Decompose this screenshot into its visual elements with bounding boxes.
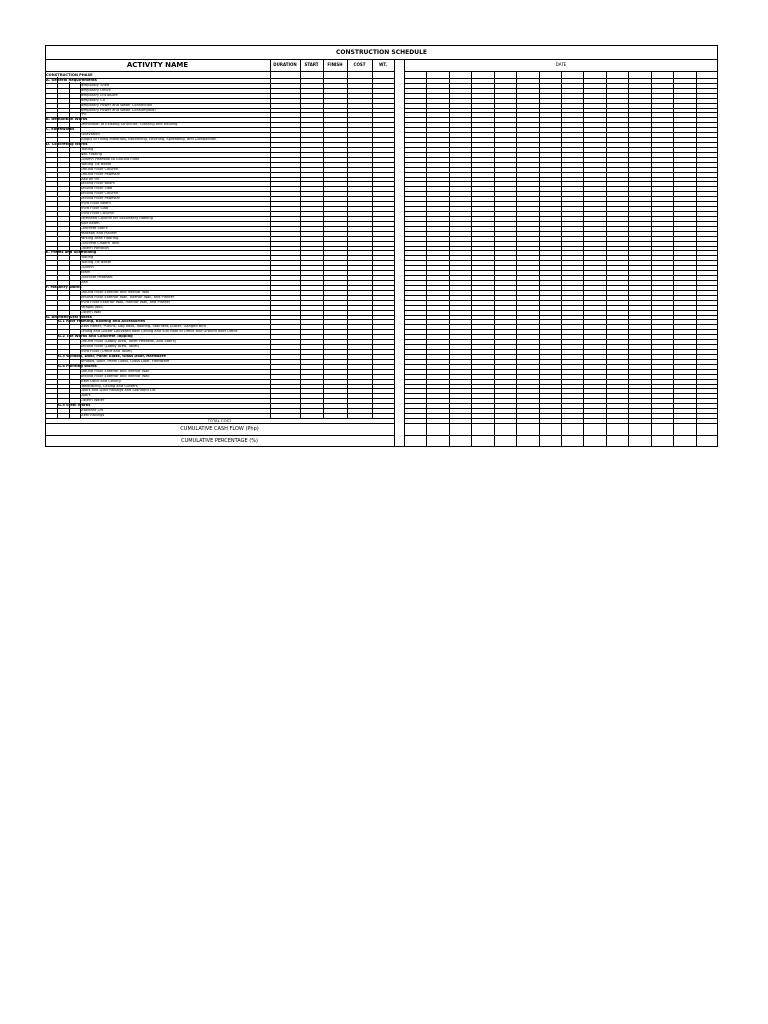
activity-row: Beam: [80, 270, 91, 275]
activity-row: Ground Floor (Lobby Area, Toilet Pedestal, and Stairs): [80, 339, 176, 344]
subsection-header: G.4 Painting Works: [58, 363, 97, 368]
activity-row: Doors: [80, 393, 91, 398]
activity-row: Second Floor Slab: [80, 186, 113, 191]
cumulative-cash-flow-label: CUMULATIVE CASH FLOW (Php): [180, 426, 259, 432]
activity-row: Column: [80, 265, 94, 270]
activity-row: Concrete Stairs: [80, 225, 108, 230]
activity-row: Handrailing, Ceiling and Gutters: [80, 383, 138, 388]
activity-row: Second Floor Exterior and Interior Wall: [80, 373, 150, 378]
section-header: A. General Requirements: [46, 77, 97, 82]
activity-row: Third Floor Beam: [80, 201, 111, 206]
activity-row: Supply of Filling Materials, Backfilling, Leveling, Spreading, and Compaction: [80, 137, 217, 142]
activity-row: Ground Floor Exterior and Interior Wall: [80, 289, 150, 294]
subsection-header: G.3 Window, Door, Panel Glass, Glass Door, Hardware: [58, 353, 166, 358]
activity-row: Ground Floor Pedestal: [80, 171, 120, 176]
activity-row: Steel Deck and Ceiling: [80, 378, 121, 383]
activity-row: Ground Floor Column: [80, 166, 119, 171]
activity-row: Second Floor Pedestal: [80, 196, 120, 201]
activity-row: Window, Door, Panel Glass, Glass Door, Hardware: [80, 358, 170, 363]
header-finish: FINISH: [327, 62, 343, 67]
activity-row: Roof Beam: [80, 220, 100, 225]
cumulative-percentage-label: CUMULATIVE PERCENTAGE (%): [181, 438, 258, 444]
subsection-header: G.2 Tile Works and Concrete Topping: [58, 334, 133, 339]
schedule-title: CONSTRUCTION SCHEDULE: [336, 49, 427, 56]
header-dates: DATE: [555, 62, 567, 67]
section-header: E. Forms and Scaffolding: [46, 250, 97, 255]
activity-row: Temporary Power and Water Connection: [80, 102, 153, 107]
activity-row: Steel Rafter, Purlins, Sag Rods, Roofing, Stainless Gutter, Ganged Bird: [80, 324, 206, 329]
header-cost: COST: [353, 62, 366, 67]
activity-row: Standard Lift: [80, 408, 104, 413]
activity-row: PPE: [80, 112, 87, 117]
activity-row: Temporary CR: [80, 97, 106, 102]
activity-row: Demolition of Existing Structure, Clearing and Hauling: [80, 122, 178, 127]
activity-row: Slab: [80, 280, 88, 284]
construction-schedule: [45, 45, 718, 447]
activity-row: Footing Tie Beam: [80, 161, 112, 166]
activity-row: Slab on Fill: [80, 176, 100, 181]
activity-row: Footing: [80, 255, 94, 260]
activity-row: Third Floor Exterior Wall, Interior Wall, and Planter: [80, 299, 171, 304]
activity-row: Temporary Office: [80, 87, 111, 92]
section-header: F. Masonry Works: [46, 284, 82, 289]
activity-row: Second Floor Exterior Wall, Interior Wall, and Planter: [80, 294, 175, 299]
header-wt: WT.: [378, 62, 388, 67]
activity-row: Third Floor Slab: [80, 206, 109, 211]
activity-row: Third Floor Column: [80, 211, 115, 215]
activity-row: Parapet Wall: [80, 304, 103, 309]
activity-row: Concrete Cistern Tank: [80, 240, 120, 245]
total-cost-label: TOTAL COST: [207, 418, 232, 423]
header-activity-name: ACTIVITY NAME: [126, 61, 189, 69]
activity-row: Third Floor (Office and Toilet): [80, 349, 133, 353]
activity-row: Second Floor Column: [80, 191, 119, 196]
activity-row: Ground Floor Exterior and Interior Wall: [80, 368, 150, 373]
activity-row: Cistern Partition: [80, 245, 109, 250]
activity-row: Second Floor Beam: [80, 181, 115, 186]
activity-row: Footing Tie Beam: [80, 260, 112, 265]
activity-row: Extended Column for Secondary Roofing: [80, 215, 153, 220]
activity-row: Second Floor (Lobby Area, Toilet): [80, 344, 140, 349]
activity-row: Concrete Pedestal: [80, 275, 113, 280]
activity-row: Temporary Power and Water Consumption: [80, 107, 156, 112]
activity-row: Temporary Enclosure: [80, 92, 118, 97]
activity-row: Temporary Shed: [80, 82, 110, 87]
section-header: G. Architectural Works: [46, 314, 92, 319]
activity-row: Doors and Door Railings and Standard Lift: [80, 388, 156, 393]
activity-row: Column Pedestal to Ground Floor: [80, 156, 140, 161]
section-header: B. Demolition Works: [46, 117, 88, 122]
section-header: C. Earthworks: [46, 127, 75, 132]
activity-row: Excavation: [80, 132, 100, 137]
section-header: D. Concreting Works: [46, 142, 88, 146]
subsection-header: G.1 Roof Framing, Roofing and Accessories: [58, 319, 146, 324]
header-start: START: [304, 62, 319, 67]
phase-header: CONSTRUCTION PHASE: [46, 73, 93, 77]
activity-row: Wall Footing: [80, 151, 102, 156]
activity-row: Cistern Water: [80, 398, 105, 403]
activity-row: Parking Area Flooring: [80, 235, 119, 240]
activity-row: Cistern Wall: [80, 309, 102, 314]
activity-row: Pedestal and Planter: [80, 230, 118, 235]
activity-row: Footing: [80, 146, 94, 151]
header-duration: DURATION: [273, 62, 297, 67]
subsection-header: G.5 Steel Works: [58, 403, 91, 408]
activity-row: Steel Railings: [80, 413, 105, 418]
activity-row: Ceiling and Gutter Louvered Roof Ceiling and Sun Roof of Office and Ground Roof Office: [80, 329, 238, 334]
